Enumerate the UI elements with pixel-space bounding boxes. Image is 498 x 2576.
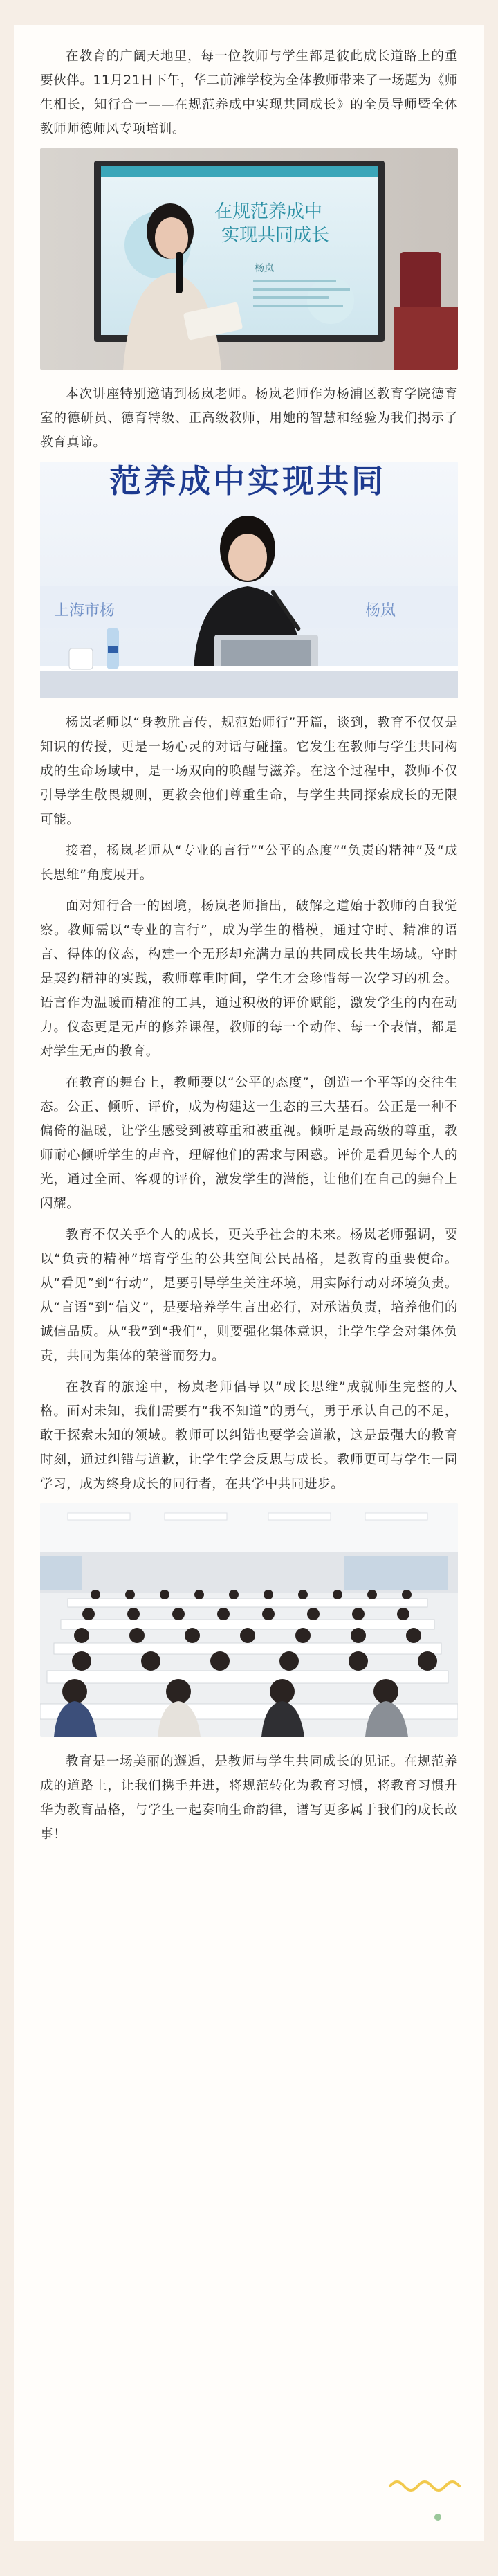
photo-teachers-audience — [40, 1503, 458, 1737]
page-top-margin — [0, 0, 498, 25]
photo-speaker-with-screen — [40, 148, 458, 370]
wave-decoration — [387, 2472, 463, 2500]
closing-paragraph: 教育是一场美丽的邂逅，是教师与学生共同成长的见证。在规范养成的道路上，让我们携手并进，将规范转化为教育习惯，将教育习惯升华为教育品格，与学生一起奏响生命韵律，谱写更多属于我们的成长故事！ — [40, 1754, 458, 1842]
article-card — [14, 25, 484, 2541]
opening-paragraph: 杨岚老师以“身教胜言传，规范始师行”开篇，谈到，教育不仅仅是知识的传授，更是一场心灵的对话与碰撞。它发生在教师与学生共同构成的生命场域中，是一场双向的唤醒与滋养。在这个过程中，教师不仅引导学生敬畏规则，更教会他们尊重生命，与学生共同探索成长的无限可能。 — [40, 716, 458, 827]
intro-paragraph: 在教育的广阔天地里，每一位教师与学生都是彼此成长道路上的重要伙伴。11月21日下午，华二前滩学校为全体教师带来了一场题为《师生相长，知行合一——在规范养成中实现共同成长》的全员导师暨全体教师师德师风专项培训。 — [40, 49, 458, 136]
green-dot-decoration — [434, 2514, 441, 2521]
screen-title-line1: 在规范养成中 — [214, 201, 323, 222]
article-body — [40, 44, 458, 1853]
screen-name: 杨岚 — [255, 263, 274, 274]
banner-subtitle: 上海市杨 — [54, 602, 116, 619]
growth-mindset-paragraph: 在教育的旅途中，杨岚老师倡导以“成长思维”成就师生完整的人格。面对未知，我们需要有“我不知道”的勇气，勇于承认自己的不足，敢于探索未知的领域。教师可以纠错也要学会道歉，这是最强大的教育时刻，通过纠错与道歉，让学生学会反思与成长。教师更可与学生一同学习，成为终身成长的同行者，在共学中共同进步。 — [40, 1380, 458, 1491]
speaker-intro-paragraph: 本次讲座特别邀请到杨岚老师。杨岚老师作为杨浦区教育学院德育室的德研员、德育特级、正高级教师，用她的智慧和经验为我们揭示了教育真谛。 — [40, 387, 458, 450]
outline-paragraph: 接着，杨岚老师从“专业的言行”“公平的态度”“负责的精神”及“成长思维”角度展开。 — [40, 844, 458, 882]
banner-text: 范养成中实现共同 — [109, 462, 386, 500]
professional-conduct-paragraph: 面对知行合一的困境，杨岚老师指出，破解之道始于教师的自我觉察。教师需以“专业的言行”，成为学生的楷模，通过守时、精准的语言、得体的仪态，构建一个无形却充满力量的共同成长共生场域。守时是契约精神的实践，教师尊重时间，学生才会珍惜每一次学习的机会。语言作为温暖而精准的工具，通过积极的评价赋能，激发学生的内在动力。仪态更是无声的修养课程，教师的每一个动作、每一个表情，都是对学生无声的教育。 — [40, 899, 458, 1059]
banner-subtitle-name: 杨岚 — [365, 602, 396, 619]
screen-title-line2: 实现共同成长 — [221, 225, 330, 246]
photo-speaker-at-podium — [40, 462, 458, 698]
responsibility-paragraph: 教育不仅关乎个人的成长，更关乎社会的未来。杨岚老师强调，要以“负责的精神”培育学生的公共空间公民品格，是教育的重要使命。从“看见”到“行动”，是要引导学生关注环境，用实际行动对环境负责。从“言语”到“信义”，是要培养学生言出必行，对承诺负责，培养他们的诚信品质。从“我”到“我们”，则要强化集体意识，让学生学会对集体负责，共同为集体的荣誉而努力。 — [40, 1228, 458, 1363]
fair-attitude-paragraph: 在教育的舞台上，教师要以“公平的态度”，创造一个平等的交往生态。公正、倾听、评价，成为构建这一生态的三大基石。公正是一种不偏倚的温暖，让学生感受到被尊重和被重视。倾听是最高级的尊重，教师耐心倾听学生的声音，理解他们的需求与困惑。评价是看见每个人的光，通过全面、客观的评价，激发学生的潜能，让他们在自己的舞台上闪耀。 — [40, 1076, 458, 1211]
